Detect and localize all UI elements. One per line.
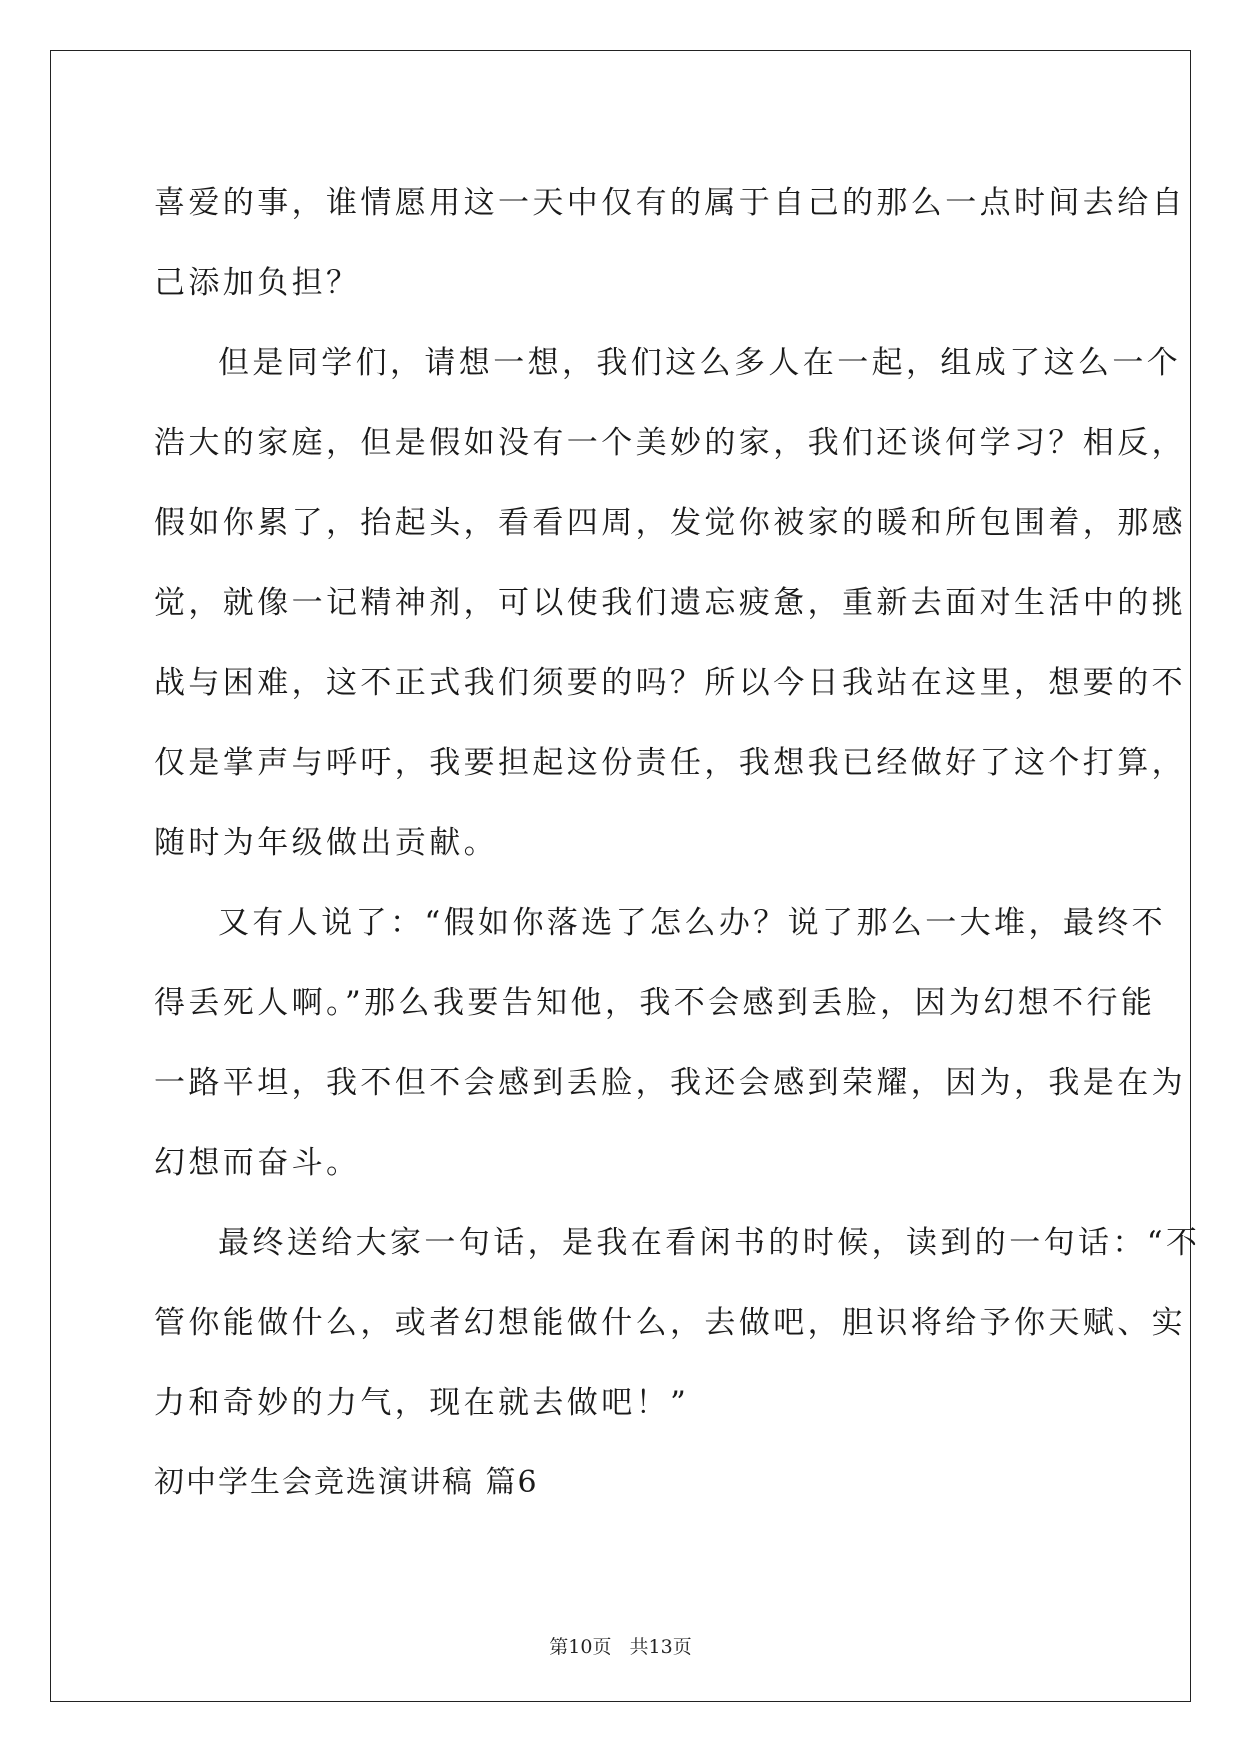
paragraph-line: 觉，就像一记精神剂，可以使我们遗忘疲惫，重新去面对生活中的挑 bbox=[154, 585, 1186, 621]
document-body bbox=[154, 163, 1201, 1523]
paragraph-3 bbox=[154, 883, 1186, 1203]
paragraph-line: 又有人说了：“假如你落选了怎么办？说了那么一大堆，最终不 bbox=[218, 905, 1167, 941]
paragraph-line: 最终送给大家一句话，是我在看闲书的时候，读到的一句话：“不 bbox=[218, 1225, 1201, 1261]
paragraph-2 bbox=[154, 323, 1186, 883]
paragraph-line: 得丢死人啊。”那么我要告知他，我不会感到丢脸，因为幻想不行能 bbox=[154, 985, 1156, 1021]
paragraph-line: 随时为年级做出贡献。 bbox=[154, 825, 498, 861]
page-number: 第10页 bbox=[549, 1636, 612, 1658]
paragraph-4 bbox=[154, 1203, 1201, 1443]
paragraph-line: 仅是掌声与呼吁，我要担起这份责任，我想我已经做好了这个打算， bbox=[154, 745, 1186, 781]
page-footer bbox=[0, 1632, 1241, 1659]
paragraph-line: 幻想而奋斗。 bbox=[154, 1145, 361, 1181]
paragraph-1 bbox=[154, 163, 1186, 323]
paragraph-line: 假如你累了，抬起头，看看四周，发觉你被家的暖和所包围着，那感 bbox=[154, 505, 1186, 541]
paragraph-line: 一路平坦，我不但不会感到丢脸，我还会感到荣耀，因为，我是在为 bbox=[154, 1065, 1186, 1101]
paragraph-line: 喜爱的事，谁情愿用这一天中仅有的属于自己的那么一点时间去给自 bbox=[154, 185, 1186, 221]
section-heading: 初中学生会竞选演讲稿 篇6 bbox=[154, 1465, 539, 1500]
paragraph-line: 管你能做什么，或者幻想能做什么，去做吧，胆识将给予你天赋、实 bbox=[154, 1305, 1186, 1341]
paragraph-line: 战与困难，这不正式我们须要的吗？所以今日我站在这里，想要的不 bbox=[154, 665, 1186, 701]
paragraph-line: 己添加负担？ bbox=[154, 265, 361, 301]
paragraph-line: 力和奇妙的力气，现在就去做吧！” bbox=[154, 1385, 690, 1421]
paragraph-line: 但是同学们，请想一想，我们这么多人在一起，组成了这么一个 bbox=[218, 345, 1182, 381]
page-total: 共13页 bbox=[629, 1636, 692, 1658]
paragraph-line: 浩大的家庭，但是假如没有一个美妙的家，我们还谈何学习？相反， bbox=[154, 425, 1186, 461]
